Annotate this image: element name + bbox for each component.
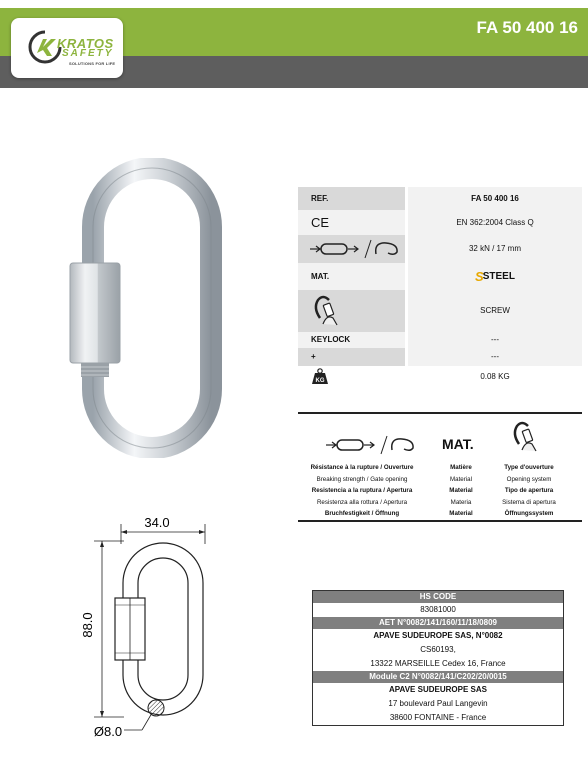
- spec-row-keylock: [298, 332, 582, 348]
- screw-lock-cell: [298, 290, 405, 332]
- legend-text: Öffnungssystem: [504, 510, 554, 517]
- ce-mark-icon: CE: [298, 210, 405, 235]
- spec-key-ref: REF.: [298, 187, 405, 210]
- hs-code-label: HS CODE: [313, 591, 563, 603]
- legend-col-opening: [491, 462, 567, 520]
- steel-logo-icon: S STEEL: [408, 263, 582, 290]
- weight-kg-icon: [311, 368, 329, 385]
- legend-text: Matière: [450, 464, 472, 471]
- technical-drawing: [80, 510, 280, 760]
- hs-code-value: 83081000: [420, 605, 456, 614]
- legend-text: Resistencia a la ruptura / Apertura: [311, 487, 413, 494]
- page-title: FA 50 400 16: [476, 18, 578, 37]
- quick-link-product-image: [55, 158, 245, 458]
- weight-cell: [298, 366, 405, 388]
- legend-text: Material: [449, 510, 473, 517]
- brand-sub: SAFETY: [62, 48, 114, 59]
- legend-text: Sistema di apertura: [502, 498, 556, 506]
- brand-logo: [11, 18, 123, 78]
- spec-row-material: [298, 263, 582, 290]
- aet-org: APAVE SUDEUROPE SAS, N°0082: [373, 631, 503, 640]
- diameter-dimension: Ø8.0: [93, 724, 123, 739]
- spec-row-opening: [298, 290, 582, 332]
- weight-icon-text: KG: [315, 378, 325, 384]
- aet-address-1: CS60193,: [420, 645, 456, 654]
- module-address-2: 38600 FONTAINE - France: [389, 713, 487, 722]
- legend-text: Breaking strength / Gate opening: [316, 475, 408, 483]
- spec-table: [298, 187, 582, 388]
- height-dimension: 88.0: [80, 612, 95, 638]
- breaking-strength-icon: [324, 434, 416, 456]
- spec-value-norm: EN 362:2004 Class Q: [408, 210, 582, 235]
- legend-mat-label: MAT.: [442, 436, 474, 452]
- breaking-strength-cell: [298, 235, 405, 263]
- legend-text: Resistenza alla rottura / Apertura: [316, 498, 408, 506]
- width-dimension: 34.0: [144, 515, 170, 530]
- legend-text: Materia: [450, 498, 472, 506]
- module-org: APAVE SUDEUROPE SAS: [389, 685, 487, 694]
- spec-row-weight: [298, 366, 582, 388]
- legend-text: Material: [449, 475, 472, 483]
- screw-lock-icon: [510, 418, 538, 456]
- spec-value-plus: ---: [408, 348, 582, 366]
- legend-col-strength: [302, 462, 422, 520]
- spec-row-ref: [298, 187, 582, 210]
- breaking-strength-icon: [308, 238, 400, 260]
- spec-value-strength: 32 kN / 17 mm: [408, 235, 582, 263]
- module-label: Module C2 N°0082/141/C202/20/0015: [313, 671, 563, 683]
- spec-key-material: MAT.: [298, 263, 405, 290]
- brand-tagline: SOLUTIONS FOR LIFE: [69, 61, 116, 66]
- screw-lock-icon: [311, 294, 339, 328]
- legend-text: Opening system: [506, 475, 552, 483]
- spec-key-keylock: KEYLOCK: [298, 332, 405, 348]
- certification-table: [312, 590, 564, 726]
- spec-value-weight: 0.08 KG: [480, 371, 510, 381]
- legend-text: Tipo de apertura: [504, 487, 554, 494]
- aet-address-2: 13322 MARSEILLE Cedex 16, France: [370, 659, 506, 668]
- spec-value-keylock: ---: [408, 332, 582, 348]
- legend-text: Bruchfestigkeit / Öffnung: [324, 510, 400, 517]
- spec-value-material: STEEL: [482, 270, 515, 282]
- spec-row-norm: [298, 210, 582, 235]
- spec-value-opening: SCREW: [408, 290, 582, 332]
- legend-text: Résistance à la rupture / Ouverture: [310, 464, 414, 471]
- spec-row-plus: [298, 348, 582, 366]
- legend-text: Material: [449, 487, 473, 494]
- spec-value-ref: FA 50 400 16: [408, 187, 582, 210]
- module-address-1: 17 boulevard Paul Langevin: [388, 699, 488, 708]
- aet-label: AET N°0082/141/160/11/18/0809: [313, 617, 563, 629]
- legend-col-material: [433, 462, 489, 520]
- legend-text: Type d'ouverture: [504, 464, 554, 471]
- spec-row-strength: [298, 235, 582, 263]
- spec-key-plus: +: [298, 348, 405, 366]
- brand-name: KRATOS: [57, 36, 114, 51]
- legend-panel: [298, 412, 582, 522]
